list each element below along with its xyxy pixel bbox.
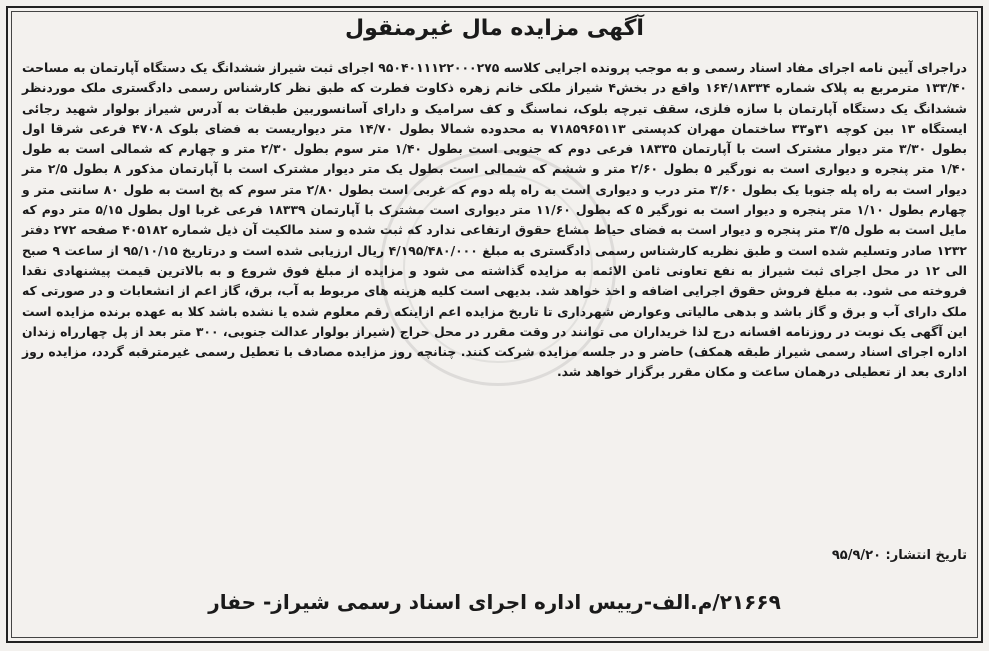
- notice-body-paragraph: دراجرای آیین نامه اجرای مفاد اسناد رسمی و به موجب پرونده اجرایی کلاسه ۹۵۰۴۰۱۱۱۲۲۰۰۰۲۷۵ اجرای ثبت شیراز ششدانگ یک دستگاه آپارتمان به مساحت ۱۳۳/۴۰ مترمربع به پلاک شماره ۱۶۴/۱۸۳۳۴ واقع در بخش۴ شیراز ملکی خانم زهره ذکاوت فطرت که طبق نظر کارشناس رسمی دادگستری ملک موردنظر ششدانگ یک دستگاه آپارتمان با سازه فلزی، سقف تیرچه بلوک، نماسنگ و کف سرامیک و دارای آسانسوربین طبقات به آدرس شیراز بولوار شهید رجائی ایستگاه ۱۳ بین کوچه ۳۱و۳۳ ساختمان مهران کدپستی ۷۱۸۵۹۶۵۱۱۳ به محدوده شمالا بطول ۱۴/۷۰ متر دیواریست به فضای بلوک ۴۷۰۸ فرعی شرقا اول بطول ۳/۳۰ متر دیوار مشترک است با آپارتمان ۱۸۳۳۵ فرعی دوم که جنوبی است بطول ۱/۴۰ متر سوم بطول ۲/۳۰ متر و چهارم که شمالی است به طول ۱/۴۰ متر پنجره و دیواری است به نورگیر ۵ بطول ۲/۶۰ متر و ششم که شمالی است بطول یک متر دیوار مشترک است با آپارتمان مذکور ۸ بطول ۲/۵ متر دیوار است به راه پله جنوبا یک بطول ۳/۶۰ متر درب و دیواری است به راه پله دوم که غربی است بطول ۲/۸۰ متر سوم که پخ است به طول ۸۰ سانتی متر و چهارم بطول ۱/۱۰ متر پنجره و دیوار است به نورگیر ۵ که بطول ۱۱/۶۰ متر دیواری است مشترک با آپارتمان ۱۸۳۳۹ فرعی غربا اول بطول ۵/۱۵ متر دوم که مایل است به طول ۳/۵ متر پنجره و دیوار است به فضای حیاط مشاع حقوق ارتفاعی ندارد که ثبت شده و سند مالکیت آن ذیل شماره ۴۰۵۱۸۲ صفحه ۲۷۲ دفتر ۱۲۳۲ صادر وتسلیم شده است و طبق نظریه کارشناس رسمی دادگستری به مبلغ ۴/۱۹۵/۴۸۰/۰۰۰ ریال ارزیابی شده است و درتاریخ ۹۵/۱۰/۱۵ از ساعت ۹ صبح الی ۱۲ در محل اجرای ثبت شیراز به نفع تعاونی ثامن الائمه به مزایده گذاشته می شود و مزایده از مبلغ فوق شروع و به بالاترین قیمت پیشنهادی نقدا فروخته می شود. به مبلغ فروش حقوق اجرایی اضافه و اخذ خواهد شد. بدیهی است کلیه هزینه های مربوط به آب، برق، گاز اعم از انشعابات و در صورتی که ملک دارای آب و برق و گاز باشد و بدهی مالیاتی وعوارض شهرداری تا تاریخ مزایده اعم ازاینکه رقم معلوم شده یا نشده باشد کلا به عهده برنده مزایده است این آگهی یک نوبت در روزنامه افسانه درج لذا خریداران می توانند در وقت مقرر در محل حراج (شیراز بولوار عدالت جنوبی، ۳۰۰ متر بعد از پل چهارراه زندان اداره اجرای اسناد رسمی شیراز طبقه همکف) حاضر و در جلسه مزایده شرکت کنند. چنانچه روز مزایده مصادف با تعطیل رسمی غیرمترقبه گردد، مزایده روز اداری بعد از تعطیلی درهمان ساعت و مکان مقرر برگزار خواهد شد.: [22, 60, 968, 380]
- notice-body: [22, 58, 967, 383]
- publish-date: تاریخ انتشار: ۹۵/۹/۲۰: [831, 548, 967, 563]
- notice-title: آگهی مزایده مال غیرمنقول: [345, 16, 644, 41]
- notice-footer-signature: ۲۱۶۶۹/م.الف-رییس اداره اجرای اسناد رسمی شیراز- حفار: [208, 590, 781, 614]
